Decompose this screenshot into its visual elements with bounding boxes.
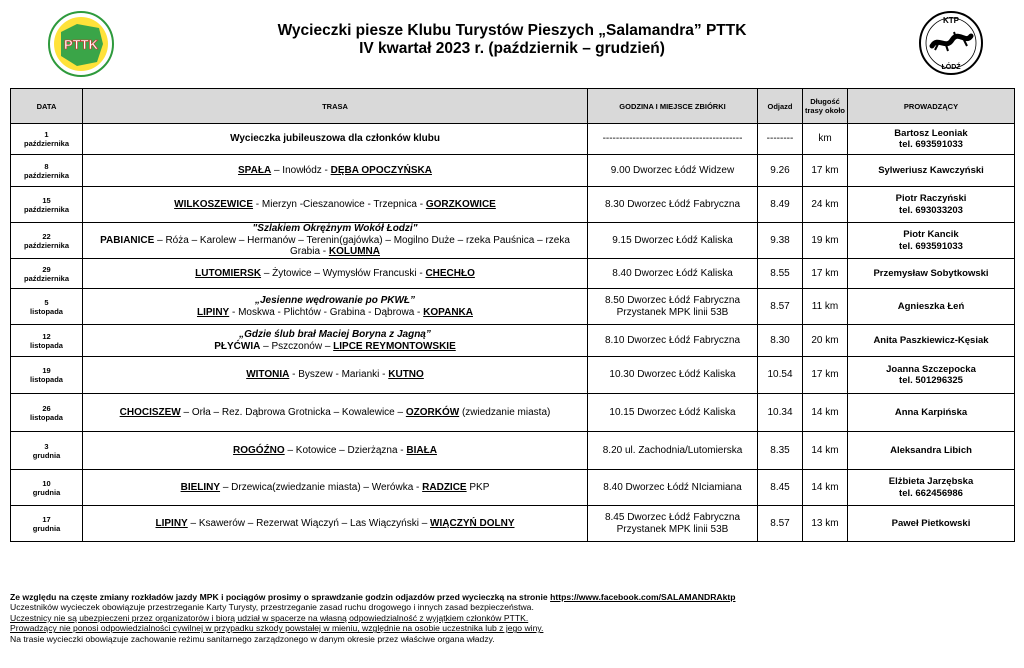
header-date: DATA [11,89,83,124]
cell-route [83,506,588,542]
meeting-text: 8.20 ul. Zachodnia/Lutomierska [602,444,743,456]
cell-date [11,259,83,289]
date-month: listopada [30,340,63,350]
cell-date [11,357,83,394]
meeting-text: 8.30 Dworzec Łódź Fabryczna [604,198,741,210]
date-day: 19 [42,366,51,375]
route-part: CHOCISZEW [119,406,181,418]
date-day: 26 [42,403,51,413]
route-length: km [818,133,832,145]
departure-time: 8.45 [770,481,790,493]
facebook-link[interactable]: https://www.facebook.com/SALAMANDRAktp [550,592,736,602]
meeting-text: 9.15 Dworzec Łódź Kaliska [612,234,733,246]
route-part: OZORKÓW [405,406,460,418]
meeting-text: ------------------------------------------ [602,133,743,145]
cell-leader [848,124,1015,155]
footer-notes [10,592,1014,644]
cell-length [803,155,848,187]
page-title [180,22,844,58]
cell-meeting [588,394,758,432]
cell-meeting [588,124,758,155]
cell-route [83,432,588,470]
cell-leader [848,223,1015,259]
departure-time: 8.57 [770,517,790,529]
route-part: (zwiedzanie miasta) [459,406,551,418]
cell-length [803,289,848,325]
leader-phone: tel. 693591033 [899,240,963,252]
page-header [0,0,1024,86]
cell-date [11,432,83,470]
date-day: 8 [44,161,49,171]
cell-route [83,124,588,155]
cell-departure [758,124,803,155]
cell-meeting [588,506,758,542]
cell-route [83,223,588,259]
route-length: 17 km [811,267,839,279]
cell-meeting [588,155,758,187]
route-part: – Ksawerów – Rezerwat Wiączyń – Las Wiączyński – [187,517,431,529]
date-month: października [23,273,69,283]
cell-departure [758,394,803,432]
cell-route [83,155,588,187]
cell-leader [848,259,1015,289]
date-day: 3 [44,441,49,451]
route-length: 14 km [811,481,839,493]
date-day: 17 [42,514,51,524]
leader-name: Aleksandra Libich [890,444,972,456]
route-length: 24 km [811,198,839,210]
footer-line-4: Prowadzący nie ponosi odpowiedzialności cywilnej w przypadku szkody powstałej w mieniu, względnie na osobie uczestnika lub z jego winy. [10,623,544,634]
trips-table [10,88,1015,542]
cell-date [11,155,83,187]
table-row [11,394,1015,432]
leader-name: Anita Paszkiewicz-Kęsiak [873,334,989,346]
route-part: – Inowłódz - [271,164,331,176]
footer-line-1 [10,592,1014,602]
date-day: 10 [42,478,51,488]
header-length: Długość trasy około [803,89,848,124]
cell-departure [758,357,803,394]
cell-departure [758,470,803,506]
cell-route [83,259,588,289]
header-route: TRASA [83,89,588,124]
cell-date [11,223,83,259]
ktp-logo-bottom-text: ŁÓDŹ [941,64,961,71]
departure-time: 9.38 [770,234,790,246]
route-length: 17 km [811,164,839,176]
route-subtitle: „Jesienne wędrowanie po PKWŁ” [254,295,416,306]
route-part: WITONIA [246,369,290,381]
meeting-text: 8.40 Dworzec Łódź NIciamiana [603,481,742,493]
cell-route [83,394,588,432]
cell-departure [758,223,803,259]
route-length: 13 km [811,517,839,529]
cell-length [803,223,848,259]
cell-meeting [588,325,758,357]
departure-time: -------- [766,133,794,145]
date-day: 1 [44,130,49,139]
departure-time: 9.26 [770,164,790,176]
route-part: LIPINY [196,306,230,318]
cell-date [11,394,83,432]
route-part: BIAŁA [406,444,437,456]
date-month: października [23,139,69,148]
route-part: CHECHŁO [425,267,475,279]
departure-time: 8.55 [770,267,790,279]
date-month: grudnia [32,487,61,497]
route-part: KUTNO [388,369,424,381]
leader-phone: tel. 501296325 [899,375,963,386]
title-line-1: Wycieczki piesze Klubu Turystów Pieszych „Salamandra” PTTK [277,22,747,39]
date-month: listopada [30,306,63,316]
leader-phone: tel. 693591033 [899,139,963,150]
meeting-text: 8.50 Dworzec Łódź Fabryczna [604,295,741,306]
title-line-2: IV kwartał 2023 r. (październik – grudzień) [359,40,665,57]
cell-route [83,325,588,357]
date-day: 22 [42,231,51,241]
table-row [11,155,1015,187]
cell-route [83,289,588,325]
cell-leader [848,325,1015,357]
cell-length [803,325,848,357]
leader-name: Piotr Raczyński [895,193,967,204]
route-length: 20 km [811,334,839,346]
cell-date [11,506,83,542]
leader-phone: tel. 693033203 [899,204,963,216]
meeting-text: 10.30 Dworzec Łódź Kaliska [609,369,736,381]
table-row [11,325,1015,357]
leader-name: Joanna Szczepocka [886,363,976,375]
meeting-text: 9.00 Dworzec Łódź Widzew [610,164,735,176]
cell-leader [848,470,1015,506]
leader-name: Paweł Pietkowski [891,517,971,529]
table-row [11,357,1015,394]
departure-time: 8.35 [770,444,790,456]
table-row [11,432,1015,470]
table-row [11,124,1015,155]
route-part: PABIANICE [100,234,155,246]
footer-line-3: Uczestnicy nie są ubezpieczeni przez organizatorów i biorą udział w spacerze na własną odpowiedzialność z wyjątkiem członków PTTK. [10,612,529,623]
route-part: PŁYĆWIA [214,340,261,352]
table-header-row [11,89,1015,124]
cell-meeting [588,289,758,325]
leader-phone: tel. 662456986 [899,487,963,499]
route-part: ROGÓŹNO [233,444,285,456]
route-part: SPAŁA [238,164,272,176]
meeting-text: 8.40 Dworzec Łódź Kaliska [612,267,733,279]
table-row [11,259,1015,289]
departure-time: 8.30 [770,334,790,346]
route-part: - Byszew - Marianki - [289,369,389,381]
cell-leader [848,289,1015,325]
cell-departure [758,289,803,325]
cell-departure [758,506,803,542]
meeting-text: 8.45 Dworzec Łódź Fabryczna [604,512,741,523]
cell-departure [758,259,803,289]
pttk-logo-icon [47,10,115,78]
pttk-logo-text: PTTK [64,37,98,52]
date-day: 5 [44,297,49,307]
route-part: – Żytowice – Wymysłów Francuski - [261,267,426,279]
cell-length [803,357,848,394]
route-part: RADZICE [422,481,467,493]
route-part: GORZKOWICE [425,198,496,210]
table-row [11,506,1015,542]
leader-name: Piotr Kancik [903,229,959,240]
cell-leader [848,155,1015,187]
route-length: 14 km [811,406,839,418]
cell-route [83,470,588,506]
cell-date [11,325,83,357]
table-row [11,187,1015,223]
date-month: października [23,170,69,180]
cell-departure [758,325,803,357]
route-part: LIPCE REYMONTOWSKIE [333,340,456,352]
departure-time: 8.57 [770,300,790,312]
cell-leader [848,506,1015,542]
leader-name: Anna Karpińska [894,406,968,418]
route-length: 14 km [811,444,839,456]
footer-line-2: Uczestników wycieczek obowiązuje przestrzeganie Karty Turysty, przestrzeganie zasad ruchu drogowego i innych zasad bezpieczeństwa. [10,602,534,613]
leader-name: Bartosz Leoniak [894,127,968,139]
trips-table-body [11,124,1015,542]
date-month: grudnia [32,523,61,533]
cell-length [803,432,848,470]
cell-meeting [588,223,758,259]
departure-time: 8.49 [770,198,790,210]
leader-name: Agnieszka Łeń [897,300,965,312]
date-month: października [23,204,69,214]
route-part: - Moskwa - Plichtów - Grabina - Dąbrowa - [229,306,424,318]
route-part: KOLUMNA [328,246,380,258]
meeting-text-2: Przystanek MPK linii 53B [616,523,729,535]
route-part: PKP [466,481,490,493]
cell-meeting [588,357,758,394]
leader-name: Elżbieta Jarzębska [888,476,974,487]
cell-date [11,187,83,223]
route-part: WILKOSZEWICE [174,198,254,210]
leader-name: Przemysław Sobytkowski [873,267,989,279]
route-part: DĘBA OPOCZYŃSKA [330,164,432,176]
cell-date [11,124,83,155]
leader-name: Sylweriusz Kawczyński [878,164,984,176]
table-row [11,223,1015,259]
route-subtitle: "Szlakiem Okrężnym Wokół Łodzi" [252,223,418,235]
departure-time: 10.54 [767,369,793,381]
route-part: – Orła – Rez. Dąbrowa Grotnicka – Kowalewice – [180,406,406,418]
route-length: 17 km [811,369,839,381]
meeting-text: 10.15 Dworzec Łódź Kaliska [609,406,736,418]
cell-meeting [588,470,758,506]
date-day: 12 [42,331,51,341]
cell-date [11,470,83,506]
cell-leader [848,187,1015,223]
cell-meeting [588,432,758,470]
header-meeting: GODZINA I MIEJSCE ZBIÓRKI [588,89,758,124]
route-part: - Mierzyn -Cieszanowice - Trzepnica - [253,198,426,210]
route-part: – Pszczonów – [260,340,334,352]
header-departure: Odjazd [758,89,803,124]
route-part: Wycieczka jubileuszowa dla członków klubu [230,133,440,145]
date-month: października [23,240,69,250]
meeting-text: 8.10 Dworzec Łódź Fabryczna [604,334,741,346]
route-length: 19 km [811,234,839,246]
cell-route [83,187,588,223]
footer-schedule-note: Ze względu na częste zmiany rozkładów jazdy MPK i pociągów prosimy o sprawdzanie godzin odjazdów przed wycieczką na stronie [10,592,551,602]
ktp-salamander-logo-icon [918,10,984,76]
cell-departure [758,187,803,223]
cell-length [803,259,848,289]
cell-leader [848,394,1015,432]
footer-line-5: Na trasie wycieczki obowiązuje zachowanie reżimu sanitarnego zarządzonego w danym okresie przez właściwe organa władzy. [10,633,495,644]
cell-departure [758,432,803,470]
cell-leader [848,432,1015,470]
date-month: grudnia [32,450,61,460]
route-part: LIPINY [155,517,188,529]
route-part: – Róża – Karolew – Hermanów – Terenin(gajówka) – Mogilno Duże – rzeka Pauśnica – rzeka Grabia - [154,234,570,258]
departure-time: 10.34 [767,406,793,418]
cell-length [803,506,848,542]
date-month: listopada [30,375,63,384]
meeting-text-2: Przystanek MPK linii 53B [616,306,729,318]
route-part: – Drzewica(zwiedzanie miasta) – Werówka - [220,481,423,493]
route-part: KOPANKA [423,306,473,318]
ktp-logo-top-text: KTP [943,16,959,25]
date-day: 15 [42,195,51,205]
cell-length [803,124,848,155]
cell-length [803,187,848,223]
route-subtitle: „Gdzie ślub brał Maciej Boryna z Jagną” [239,329,431,340]
route-part: LUTOMIERSK [195,267,262,279]
cell-meeting [588,187,758,223]
cell-length [803,470,848,506]
table-row [11,289,1015,325]
date-day: 29 [42,264,51,274]
route-part: BIELINY [180,481,221,493]
route-length: 11 km [811,300,839,312]
route-part: – Kotowice – Dzierżązna - [284,444,407,456]
route-part: WIĄCZYŃ DOLNY [430,517,515,529]
cell-leader [848,357,1015,394]
cell-date [11,289,83,325]
cell-length [803,394,848,432]
cell-departure [758,155,803,187]
date-month: listopada [30,412,63,422]
header-leader: PROWADZĄCY [848,89,1015,124]
cell-meeting [588,259,758,289]
table-row [11,470,1015,506]
cell-route [83,357,588,394]
